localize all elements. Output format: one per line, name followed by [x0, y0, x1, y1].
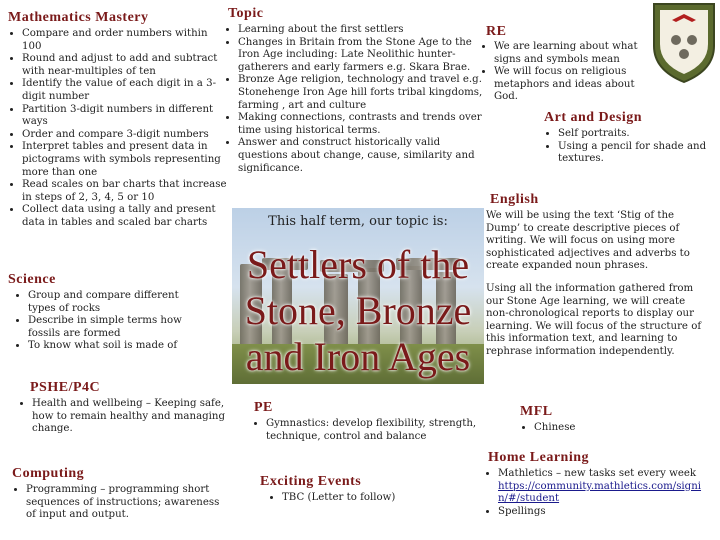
list-item: • Self portraits. — [558, 128, 718, 141]
list-item: • Identify the value of each digit in a 3-digit number — [22, 78, 228, 103]
computing-list — [10, 484, 232, 522]
science-title: Science — [8, 272, 56, 287]
list-item — [498, 468, 704, 506]
computing-section — [10, 466, 232, 522]
list-item: • Order and compare 3-digit numbers — [22, 129, 228, 142]
list-item: • Learning about the first settlers — [238, 24, 484, 37]
events-section — [256, 474, 456, 505]
list-item: • Using a pencil for shade and textures. — [558, 141, 718, 166]
maths-section — [6, 10, 228, 230]
pe-section — [250, 400, 486, 443]
topic-caption: This half term, our topic is: — [268, 214, 448, 229]
re-list — [478, 41, 650, 104]
art-title: Art and Design — [544, 110, 643, 125]
list-item: • To know what soil is made of — [28, 340, 192, 353]
list-item: • Answer and construct historically valid questions about change, cause, similarity and significance. — [238, 137, 484, 175]
list-item: • Interpret tables and present data in pictograms with symbols representing more than one — [22, 141, 228, 179]
list-item: • Making connections, contrasts and trends over time using historical terms. — [238, 112, 484, 137]
mfl-section — [520, 404, 640, 435]
list-item: • Programming – programming short sequences of instructions; awareness of input and output. — [26, 484, 232, 522]
list-item: • Partition 3-digit numbers in different ways — [22, 104, 228, 129]
english-section — [486, 192, 710, 359]
art-list — [520, 128, 718, 166]
mfl-list — [520, 422, 640, 435]
maths-title: Mathematics Mastery — [8, 10, 149, 25]
list-item: • Health and wellbeing – Keeping safe, how to remain healthy and managing change. — [32, 398, 232, 436]
science-list — [6, 290, 192, 353]
home-learning-section — [478, 450, 704, 518]
art-section — [520, 110, 718, 166]
re-section — [478, 24, 650, 104]
list-item: • Read scales on bar charts that increase in steps of 2, 3, 4, 5 or 10 — [22, 179, 228, 204]
english-paragraph-1: We will be using the text ‘Stig of the Dump’ to create descriptive pieces of writing. We will focus on using more sophisticated adjectives and adverbs to create expanded noun phrases. — [486, 210, 690, 272]
topic-headline-line-3: and Iron Ages — [245, 334, 471, 379]
list-item: • Changes in Britain from the Stone Age to the Iron Age including: Late Neolithic hunter-gatherers and early farmers e.g. Skara Brae. — [238, 37, 484, 75]
pe-list — [250, 418, 486, 443]
re-title: RE — [486, 24, 507, 39]
events-title: Exciting Events — [260, 474, 362, 489]
list-item: • Spellings — [498, 506, 704, 519]
pshe-list — [14, 398, 232, 436]
maths-list — [6, 28, 228, 230]
pe-title: PE — [254, 400, 273, 415]
list-item: • Gymnastics: develop flexibility, strength, technique, control and balance — [266, 418, 486, 443]
english-paragraph-2: Using all the information gathered from our Stone Age learning, we will create non-chronological reports to display our learning. We will focus of the structure of this information text, and learning to rephrase information independently. — [486, 282, 702, 357]
pshe-section — [14, 380, 232, 436]
list-item: • Collect data using a tally and present data in tables and scaled bar charts — [22, 204, 228, 229]
school-crest-logo — [648, 0, 720, 84]
list-item: • Chinese — [534, 422, 640, 435]
mathletics-link[interactable]: https://community.mathletics.com/signin/#/student — [498, 480, 702, 505]
home-learning-title: Home Learning — [488, 450, 589, 465]
list-item: • We will focus on religious metaphors and ideas about God. — [494, 66, 650, 104]
topic-headline-line-2: Stone, Bronze — [244, 288, 472, 333]
list-item: • Bronze Age religion, technology and travel e.g. Stonehenge Iron Age hill forts tribal kingdoms, farming , art and culture — [238, 74, 484, 112]
mfl-title: MFL — [520, 404, 553, 419]
english-title: English — [490, 192, 539, 207]
list-item: • TBC (Letter to follow) — [282, 492, 456, 505]
list-item: • Describe in simple terms how fossils are formed — [28, 315, 192, 340]
topic-list — [222, 24, 484, 175]
mathletics-text: Mathletics – new tasks set every week — [498, 468, 697, 479]
science-section — [6, 272, 192, 353]
topic-hero-banner — [232, 208, 484, 384]
list-item: • Round and adjust to add and subtract with near-multiples of ten — [22, 53, 228, 78]
topic-title: Topic — [228, 6, 264, 21]
list-item: • Group and compare different types of rocks — [28, 290, 192, 315]
list-item: • Compare and order numbers within 100 — [22, 28, 228, 53]
topic-section — [222, 6, 484, 175]
list-item: • We are learning about what signs and symbols mean — [494, 41, 650, 66]
events-list — [256, 492, 456, 505]
computing-title: Computing — [12, 466, 85, 481]
pshe-title: PSHE/P4C — [30, 380, 101, 395]
topic-headline-line-1: Settlers of the — [246, 242, 470, 287]
home-learning-list — [478, 468, 704, 518]
